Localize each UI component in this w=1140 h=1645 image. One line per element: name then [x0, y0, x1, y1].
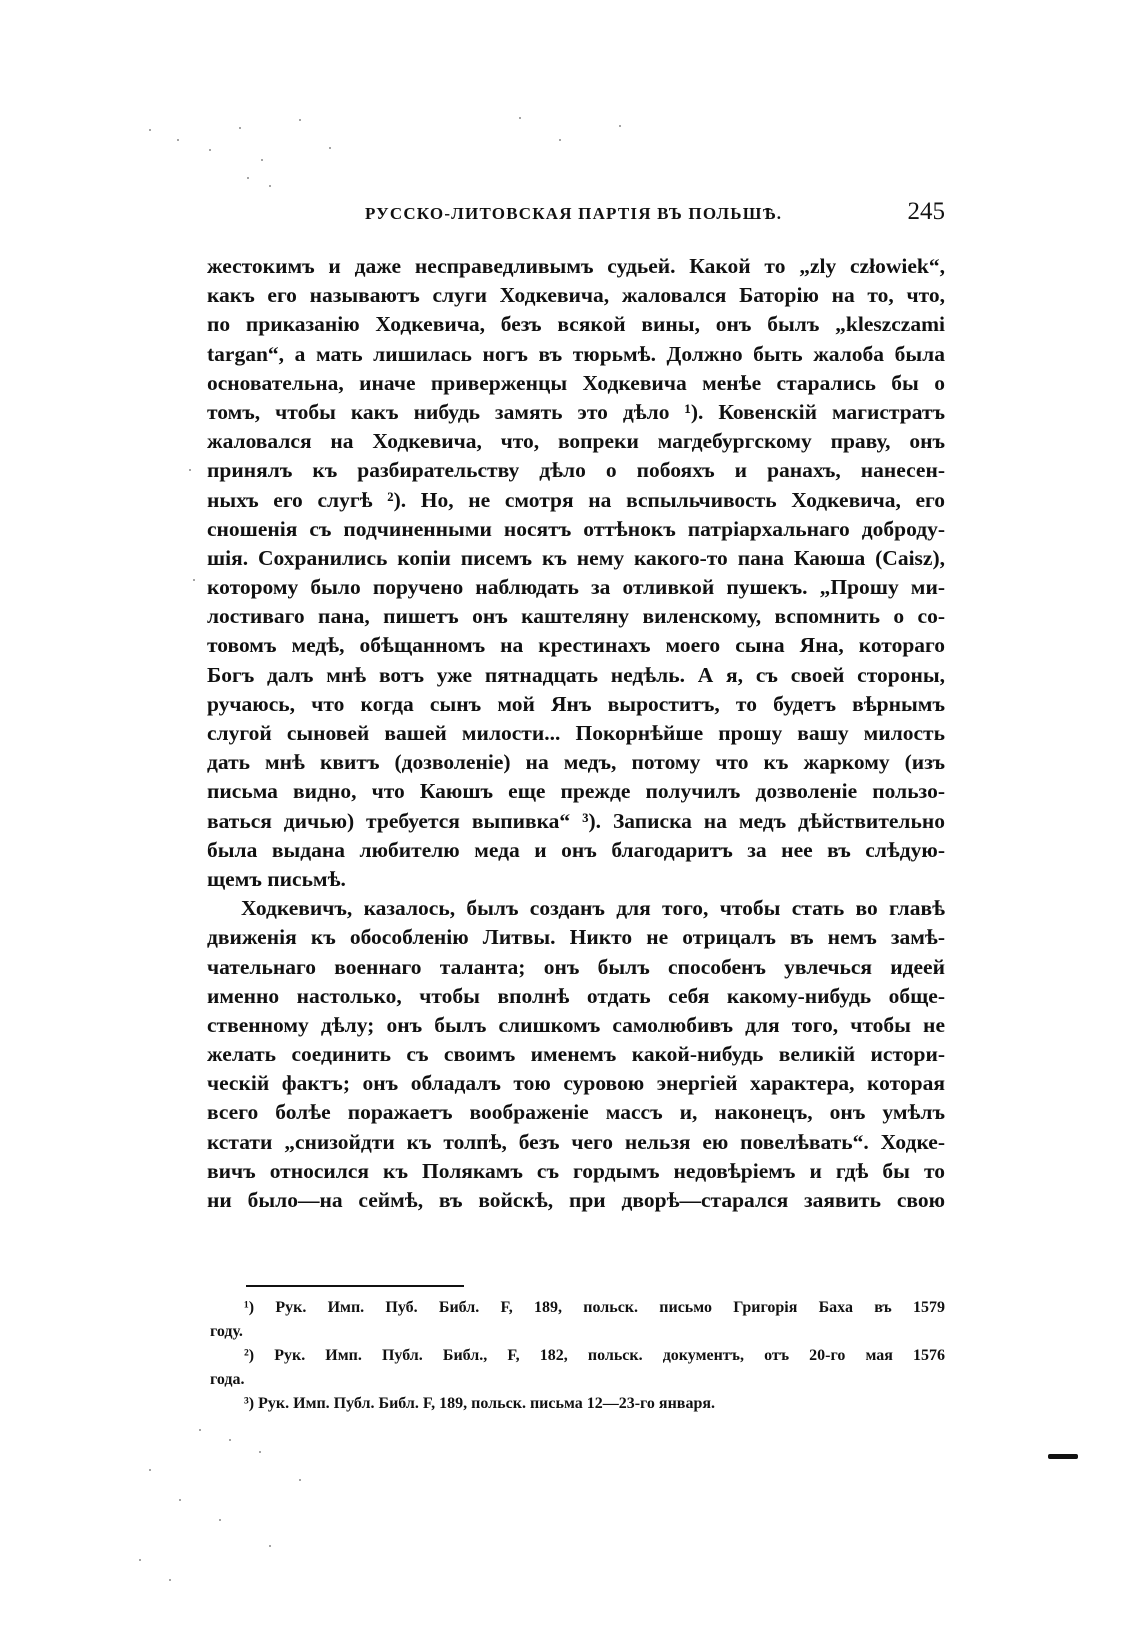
footnotes: [210, 1296, 945, 1416]
text-line: кстати „снизойдти къ толпѣ, безъ чего нельзя ею повелѣвать“. Ходке-: [207, 1129, 945, 1154]
text-line: товомъ медѣ, обѣщанномъ на крестинахъ моего сына Яна, котораго: [207, 633, 945, 658]
page-number: 245: [907, 198, 945, 225]
text-line: щемъ письмѣ.: [207, 866, 346, 891]
text-line: по приказанію Ходкевича, безъ всякой вины, онъ былъ „kleszczami: [207, 312, 945, 337]
text-line: targan“, а мать лишилась ногъ въ тюрьмѣ. Должно быть жалоба была: [207, 341, 945, 366]
text-line: именно настолько, чтобы вполнѣ отдать себя какому-нибудь обще-: [207, 983, 945, 1008]
footnote-3: ³) Рук. Имп. Публ. Библ. F, 189, польск. письма 12—23-го января.: [244, 1395, 715, 1412]
text-line: вичъ относился къ Полякамъ съ гордымъ недовѣріемъ и гдѣ бы то: [207, 1158, 945, 1183]
footnote-2: ²) Рук. Имп. Публ. Библ., F, 182, польск. документъ, отъ 20-го мая 1576: [244, 1347, 945, 1364]
text-line: ручаюсь, что когда сынъ мой Янъ выроститъ, то будетъ вѣрнымъ: [207, 691, 945, 716]
text-line: какъ его называютъ слуги Ходкевича, жаловался Баторію на то, что,: [207, 283, 945, 308]
footnote-1-continued: году.: [210, 1323, 243, 1340]
text-line: ческій фактъ; онъ обладалъ тою суровою энергіей характера, которая: [207, 1071, 945, 1096]
text-line: томъ, чтобы какъ нибудь замять это дѣло ¹). Ковенскій магистратъ: [207, 399, 945, 424]
text-line: письма видно, что Каюшъ еще прежде получилъ дозволеніе пользо-: [207, 779, 945, 804]
footnote-separator: [246, 1285, 464, 1287]
running-title: РУССКО-ЛИТОВСКАЯ ПАРТІЯ ВЪ ПОЛЬШѢ.: [365, 204, 783, 223]
text-line: ни было—на сеймѣ, въ войскѣ, при дворѣ—старался заявить свою: [207, 1188, 945, 1212]
text-line: ваться дичью) требуется выпивка“ ³). Записка на медъ дѣйствительно: [207, 808, 945, 833]
text-line: желать соединить съ своимъ именемъ какой-нибудь великій истори-: [207, 1042, 945, 1067]
text-line: была выдана любителю меда и онъ благодаритъ за нее въ слѣдую-: [207, 837, 945, 862]
text-line: сношенія съ подчиненными носятъ оттѣнокъ патріархальнаго доброду-: [207, 516, 945, 541]
text-line: лостиваго пана, пишетъ онъ каштеляну виленскому, вспомнить о со-: [207, 604, 945, 629]
paragraph-start-line: Ходкевичъ, казалось, былъ созданъ для того, чтобы стать во главѣ: [241, 896, 945, 921]
text-line: ныхъ его слугѣ ²). Но, не смотря на вспыльчивость Ходкевича, его: [207, 487, 945, 512]
text-line: жаловался на Ходкевича, что, вопреки магдебургскому праву, онъ: [207, 429, 945, 454]
text-line: ственному дѣлу; онъ былъ слишкомъ самолюбивъ для того, чтобы не: [207, 1012, 945, 1037]
text-line: чательнаго военнаго таланта; онъ былъ способенъ увлечься идеей: [207, 954, 945, 979]
footnote-1: ¹) Рук. Имп. Пуб. Библ. F, 189, польск. письмо Григорія Баха въ 1579: [244, 1299, 945, 1316]
text-line: шія. Сохранились копіи писемъ къ нему какого-то пана Каюша (Caisz),: [207, 545, 945, 570]
text-line: всего болѣе поражаетъ воображеніе массъ и, наконецъ, онъ умѣлъ: [207, 1100, 945, 1125]
text-line: Богъ далъ мнѣ вотъ уже пятнадцать недѣль. А я, съ своей стороны,: [207, 662, 945, 687]
body-text: [207, 252, 945, 1215]
text-line: движенія къ обособленію Литвы. Никто не отрицалъ въ немъ замѣ-: [207, 925, 945, 950]
margin-dash-mark: [1048, 1454, 1078, 1459]
footnote-2-continued: года.: [210, 1371, 245, 1388]
text-line: жестокимъ и даже несправедливымъ судьей. Какой то „zly człowiek“,: [207, 254, 945, 278]
text-line: дать мнѣ квитъ (дозволеніе) на медъ, потому что къ жаркому (изъ: [207, 750, 945, 775]
page-header: [200, 198, 945, 228]
text-line: слугой сыновей вашей милости... Покорнѣйше прошу вашу милость: [207, 721, 945, 745]
text-line: которому было поручено наблюдать за отливкой пушекъ. „Прошу ми-: [207, 575, 945, 600]
text-line: основательна, иначе приверженцы Ходкевича менѣе старались бы о: [207, 370, 945, 395]
text-line: принялъ къ разбирательству дѣло о побояхъ и ранахъ, нанесен-: [207, 458, 945, 483]
